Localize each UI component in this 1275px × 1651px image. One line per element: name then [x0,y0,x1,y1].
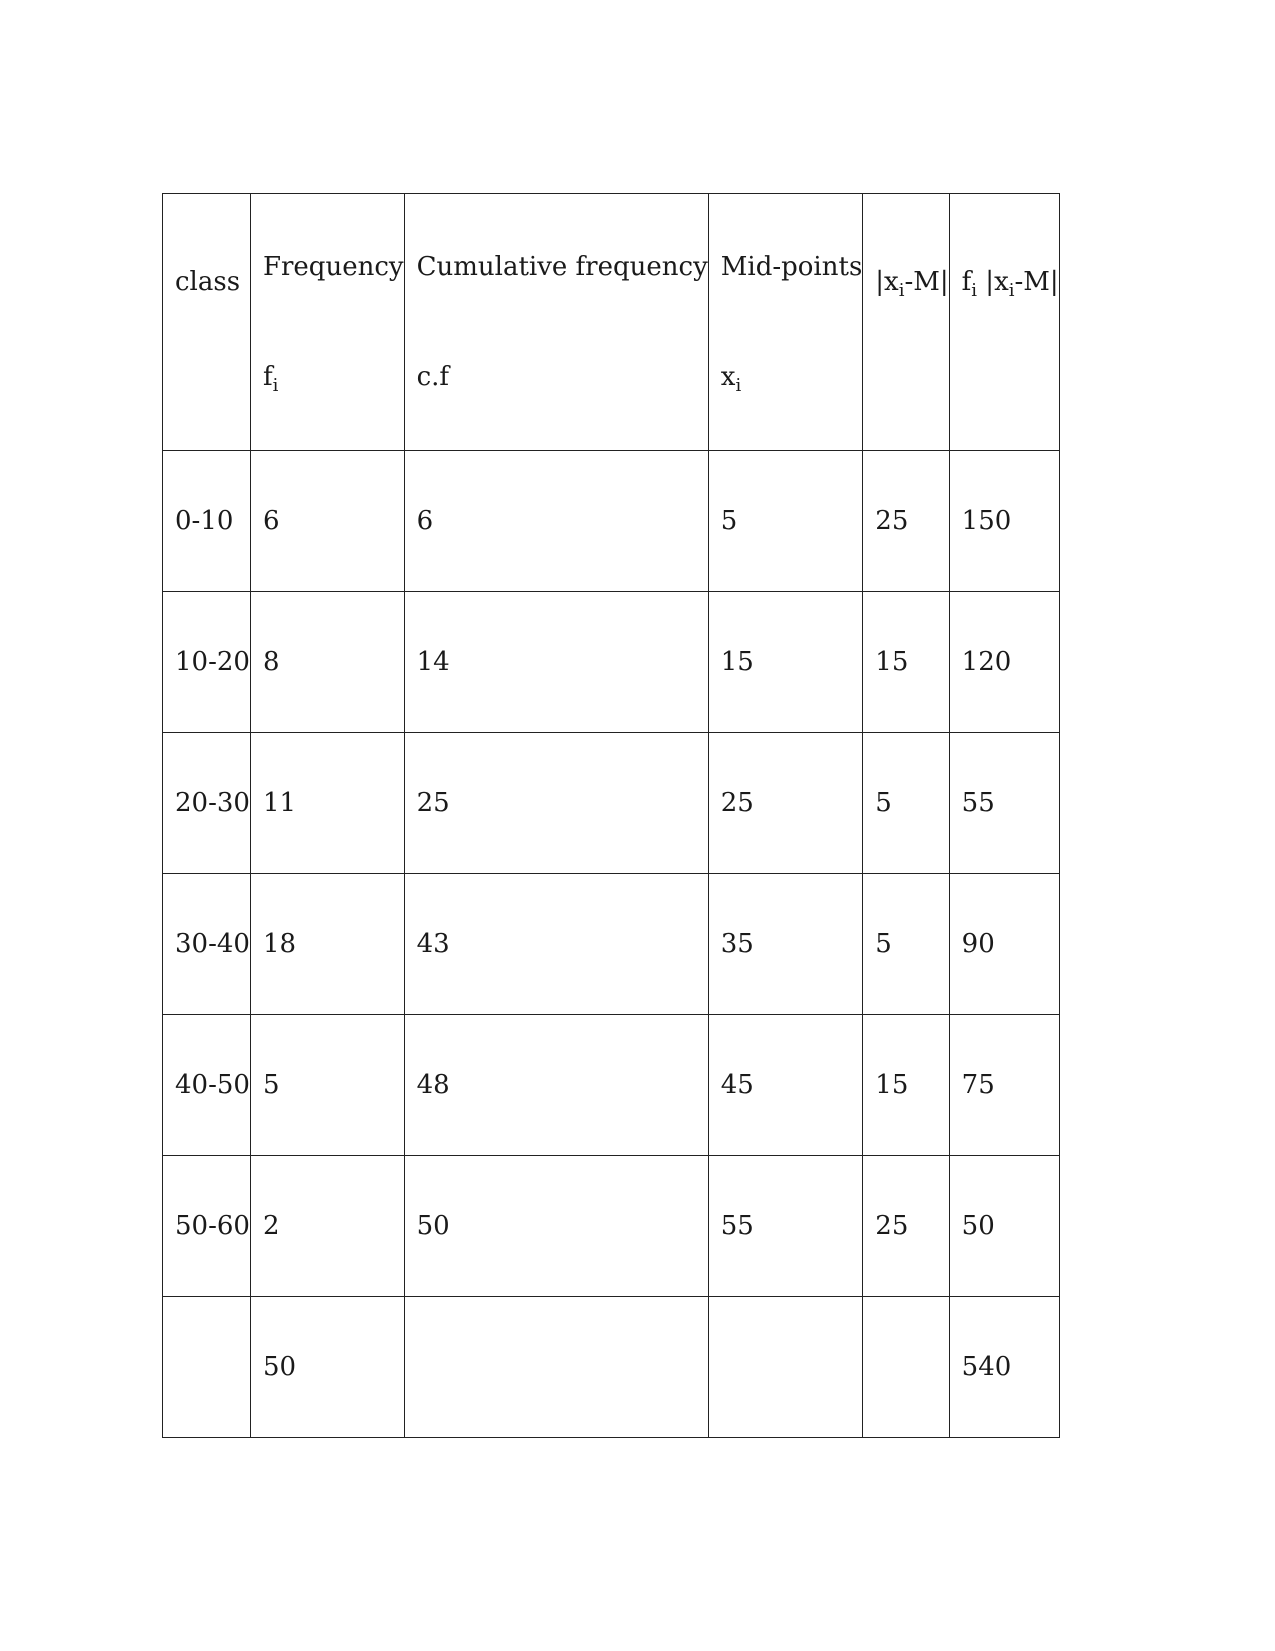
cell-class: 50-60 [163,1156,251,1297]
header-frequency: Frequency $f_i$ [250,194,404,451]
cell-cumulative-frequency: 50 [404,1156,708,1297]
header-abs-deviation: $|x_i-M|$ [863,194,949,451]
frequency-table-container [162,193,1060,1438]
cell-frequency: 2 [250,1156,404,1297]
cell-class: 10-20 [163,592,251,733]
cell-abs-deviation [863,1297,949,1438]
cell-weighted-deviation: 55 [949,733,1059,874]
cell-cumulative-frequency: 6 [404,451,708,592]
header-weighted-deviation: $f_i$ $|x_i-M|$ [949,194,1059,451]
cell-cumulative-frequency: 43 [404,874,708,1015]
cell-frequency: 5 [250,1015,404,1156]
table-row [163,874,1060,1015]
cell-cumulative-frequency [404,1297,708,1438]
cell-class: 30-40 [163,874,251,1015]
cell-cumulative-frequency: 48 [404,1015,708,1156]
cell-abs-deviation: 25 [863,1156,949,1297]
table-row [163,733,1060,874]
cell-frequency: 11 [250,733,404,874]
cell-mid-point: 5 [708,451,863,592]
cell-frequency: 6 [250,451,404,592]
cell-weighted-deviation: 50 [949,1156,1059,1297]
cell-abs-deviation: 25 [863,451,949,592]
header-cumulative-frequency: Cumulative frequency c.f [404,194,708,451]
totals-row [163,1297,1060,1438]
cell-mid-point: 55 [708,1156,863,1297]
cell-class: 0-10 [163,451,251,592]
cell-class [163,1297,251,1438]
table-row [163,451,1060,592]
cell-weighted-deviation: 75 [949,1015,1059,1156]
cell-mid-point [708,1297,863,1438]
header-row [163,194,1060,451]
cell-class: 40-50 [163,1015,251,1156]
table-row [163,592,1060,733]
header-mid-points: Mid-points $x_i$ [708,194,863,451]
total-weighted-deviation: 540 [949,1297,1059,1438]
cell-frequency: 8 [250,592,404,733]
cell-abs-deviation: 5 [863,733,949,874]
cell-weighted-deviation: 120 [949,592,1059,733]
cell-cumulative-frequency: 14 [404,592,708,733]
cell-mid-point: 35 [708,874,863,1015]
cell-abs-deviation: 15 [863,592,949,733]
cell-mid-point: 15 [708,592,863,733]
total-frequency: 50 [250,1297,404,1438]
cell-abs-deviation: 5 [863,874,949,1015]
cell-weighted-deviation: 90 [949,874,1059,1015]
frequency-distribution-table [162,193,1060,1438]
cell-frequency: 18 [250,874,404,1015]
table-row [163,1015,1060,1156]
cell-weighted-deviation: 150 [949,451,1059,592]
cell-class: 20-30 [163,733,251,874]
cell-cumulative-frequency: 25 [404,733,708,874]
header-class: class [163,194,251,451]
cell-mid-point: 45 [708,1015,863,1156]
cell-mid-point: 25 [708,733,863,874]
cell-abs-deviation: 15 [863,1015,949,1156]
table-row [163,1156,1060,1297]
